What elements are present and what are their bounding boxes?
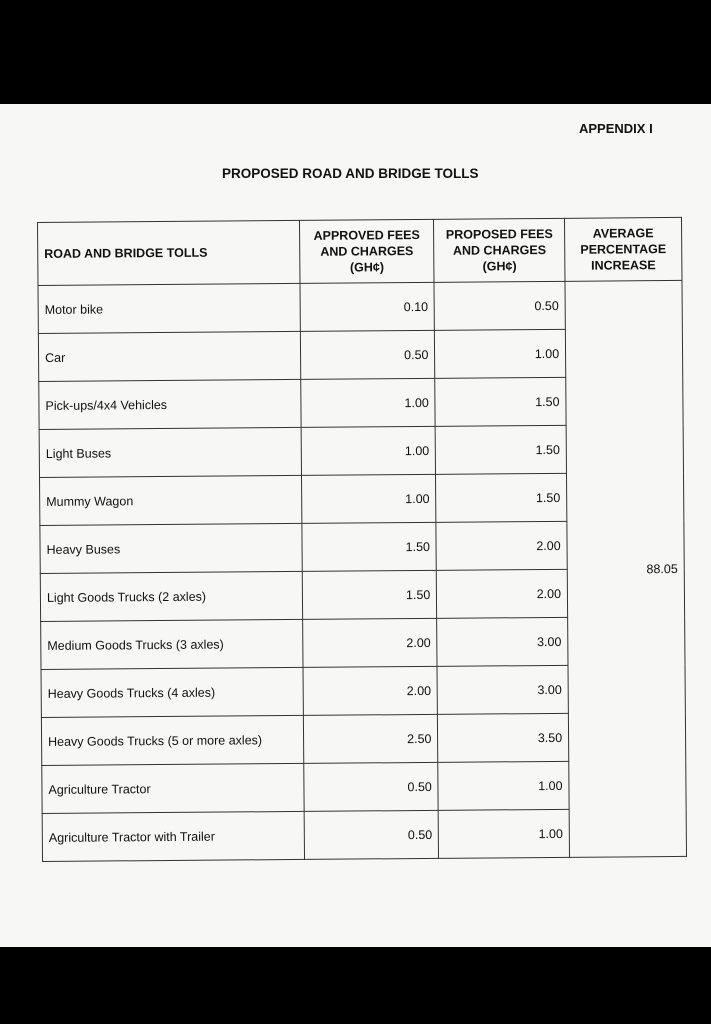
row-approved-fee: 2.00 — [302, 618, 437, 667]
header-road-and-bridge-tolls: ROAD AND BRIDGE TOLLS — [38, 220, 300, 285]
document-page — [0, 104, 711, 947]
row-vehicle-name: Mummy Wagon — [40, 475, 302, 525]
row-vehicle-name: Medium Goods Trucks (3 axles) — [41, 619, 303, 669]
header-proposed-fees: PROPOSED FEES AND CHARGES (GH¢) — [434, 218, 565, 282]
row-approved-fee: 2.50 — [303, 714, 438, 763]
row-vehicle-name: Motor bike — [38, 283, 300, 333]
table-row — [38, 280, 682, 333]
row-proposed-fee: 1.00 — [439, 809, 570, 858]
row-vehicle-name: Light Goods Trucks (2 axles) — [40, 571, 302, 621]
document-title: PROPOSED ROAD AND BRIDGE TOLLS — [222, 166, 479, 181]
row-approved-fee: 0.50 — [304, 762, 439, 811]
row-vehicle-name: Heavy Goods Trucks (4 axles) — [41, 667, 303, 717]
row-proposed-fee: 1.50 — [436, 425, 567, 474]
header-average-percentage-increase: AVERAGE PERCENTAGE INCREASE — [565, 217, 682, 281]
row-approved-fee: 0.50 — [300, 330, 435, 379]
row-vehicle-name: Light Buses — [39, 427, 301, 477]
row-approved-fee: 2.00 — [303, 666, 438, 715]
tolls-table — [37, 217, 687, 862]
row-proposed-fee: 3.00 — [437, 617, 568, 666]
row-approved-fee: 1.00 — [301, 474, 436, 523]
row-approved-fee: 0.50 — [304, 810, 439, 859]
row-proposed-fee: 3.00 — [437, 665, 568, 714]
appendix-label: APPENDIX I — [579, 121, 653, 136]
row-vehicle-name: Pick-ups/4x4 Vehicles — [39, 379, 301, 429]
row-proposed-fee: 3.50 — [438, 713, 569, 762]
row-proposed-fee: 0.50 — [434, 281, 565, 330]
row-proposed-fee: 1.50 — [436, 473, 567, 522]
row-proposed-fee: 1.00 — [435, 329, 566, 378]
table-header-row — [38, 217, 682, 285]
row-vehicle-name: Agriculture Tractor — [42, 763, 304, 813]
row-vehicle-name: Car — [38, 331, 300, 381]
row-approved-fee: 1.50 — [302, 570, 437, 619]
header-approved-fees: APPROVED FEES AND CHARGES (GH¢) — [299, 219, 434, 283]
row-proposed-fee: 1.00 — [438, 761, 569, 810]
row-proposed-fee: 2.00 — [436, 521, 567, 570]
row-proposed-fee: 1.50 — [435, 377, 566, 426]
row-approved-fee: 1.50 — [302, 522, 437, 571]
row-vehicle-name: Heavy Goods Trucks (5 or more axles) — [41, 715, 303, 765]
row-vehicle-name: Agriculture Tractor with Trailer — [42, 811, 304, 861]
row-approved-fee: 1.00 — [301, 426, 436, 475]
row-vehicle-name: Heavy Buses — [40, 523, 302, 573]
average-percentage-increase-value: 88.05 — [565, 280, 686, 857]
row-approved-fee: 0.10 — [300, 282, 435, 331]
row-approved-fee: 1.00 — [300, 378, 435, 427]
row-proposed-fee: 2.00 — [437, 569, 568, 618]
